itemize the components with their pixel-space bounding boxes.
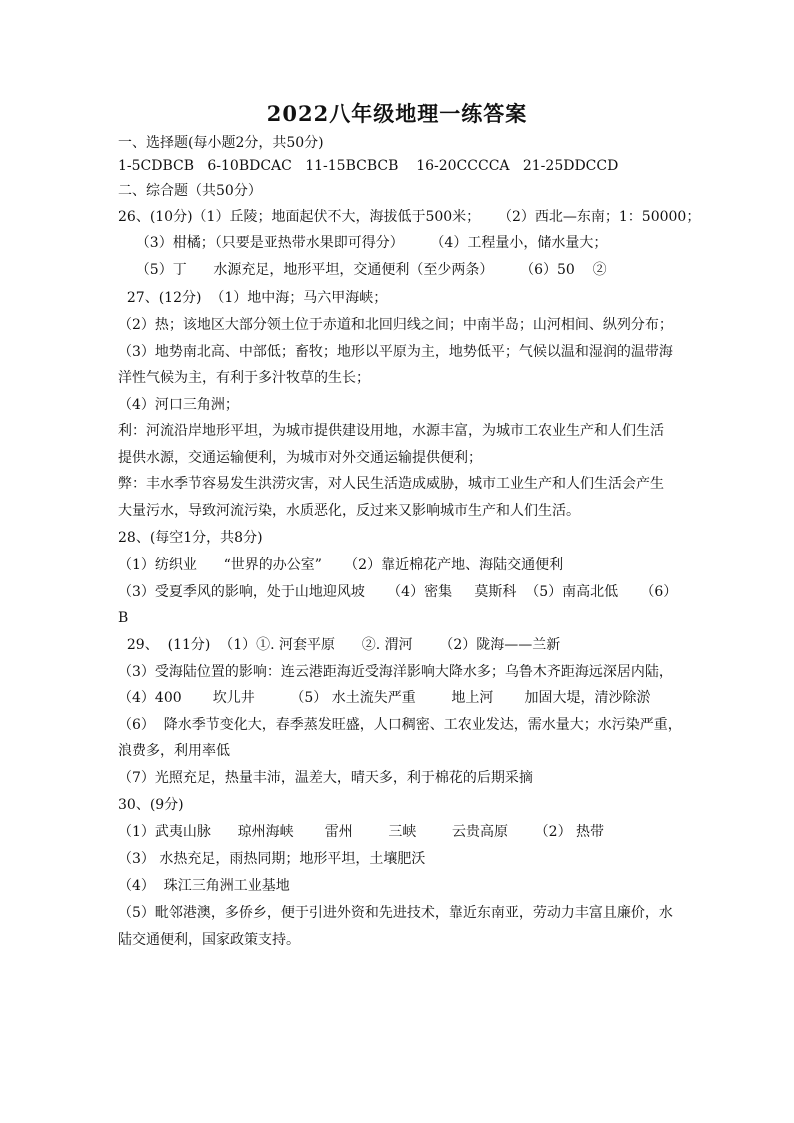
q27-line-8: 弊：丰水季节容易发生洪涝灾害，对人民生活造成威胁，城市工业生产和人们生活会产生 [118,476,664,492]
q30-line-4: （4） 珠江三角洲工业基地 [118,878,290,894]
q29-line-2: （3）受海陆位置的影响：连云港距海近受海洋影响大降水多；乌鲁木齐距海远深居内陆， [118,664,673,680]
q27-line-7: 提供水源，交通运输便利，为城市对外交通运输提供便利； [118,450,482,466]
q28-line-2: （1）纺织业 “世界的办公室” （2）靠近棉花产地、海陆交通便利 [118,557,564,573]
section-2-header: 二、综合题（共50分） [118,183,262,199]
q29-line-6: （7）光照充足，热量丰沛，温差大，晴天多，利于棉花的后期采摘 [118,770,533,786]
q30-line-1: 30、(9分) [118,797,184,813]
q27-line-5: （4）河口三角洲； [118,397,239,413]
q27-line-2: （2）热；该地区大部分领土位于赤道和北回归线之间；中南半岛；山河相间、纵列分布； [118,317,673,333]
q28-line-4: B [118,610,129,626]
q27-line-4: 洋性气候为主，有利于多汁牧草的生长； [118,370,370,386]
q30-line-6: 陆交通便利，国家政策支持。 [118,932,300,948]
q30-line-5: （5）毗邻港澳，多侨乡，便于引进外资和先进技术，靠近东南亚，劳动力丰富且廉价，水 [118,905,673,921]
q29-line-5: 浪费多，利用率低 [118,743,230,759]
q29-line-3: （4）400 坎儿井 （5） 水土流失严重 地上河 加固大堤，清沙除淤 [118,690,651,706]
q30-line-3: （3） 水热充足，雨热同期；地形平坦，土壤肥沃 [118,851,426,867]
q29-line-1: 29、 (11分) （1）①. 河套平原 ②. 渭河 （2）陇海——兰新 [118,637,561,653]
page-title: 2022八年级地理一练答案 [266,101,528,126]
q28-line-1: 28、(每空1分，共8分) [118,530,263,546]
q27-line-6: 利：河流沿岸地形平坦，为城市提供建设用地，水源丰富，为城市工农业生产和人们生活 [118,423,664,439]
choice-answers: 1-5CDBCB 6-10BDCAC 11-15BCBCB 16-20CCCCA 21-25DDCCD [118,158,619,174]
q27-line-3: （3）地势南北高、中部低；畜牧；地形以平原为主，地势低平；气候以温和湿润的温带海 [118,344,673,360]
q26-line-1: 26、(10分)（1）丘陵；地面起伏不大，海拔低于500米； （2）西北—东南；1：50000； [118,209,701,225]
q28-line-3: （3）受夏季风的影响，处于山地迎风坡 （4）密集 莫斯科 （5）南高北低 （6） [118,584,678,600]
q26-line-3: （5）丁 水源充足，地形平坦，交通便利（至少两条） （6）50 ② [118,262,607,278]
q27-line-1: 27、(12分) （1）地中海；马六甲海峡； [118,290,388,306]
q26-line-2: （3）柑橘；（只要是亚热带水果即可得分） （4）工程量小，储水量大； [118,235,608,251]
q27-line-9: 大量污水，导致河流污染，水质恶化，反过来又影响城市生产和人们生活。 [118,503,580,519]
section-1-header: 一、选择题(每小题2分，共50分) [118,135,324,151]
q29-line-4: （6） 降水季节变化大，春季蒸发旺盛，人口稠密、工农业发达，需水量大；水污染严重， [118,717,682,733]
q30-line-2: （1）武夷山脉 琼州海峡 雷州 三峡 云贵高原 （2） 热带 [118,824,605,840]
